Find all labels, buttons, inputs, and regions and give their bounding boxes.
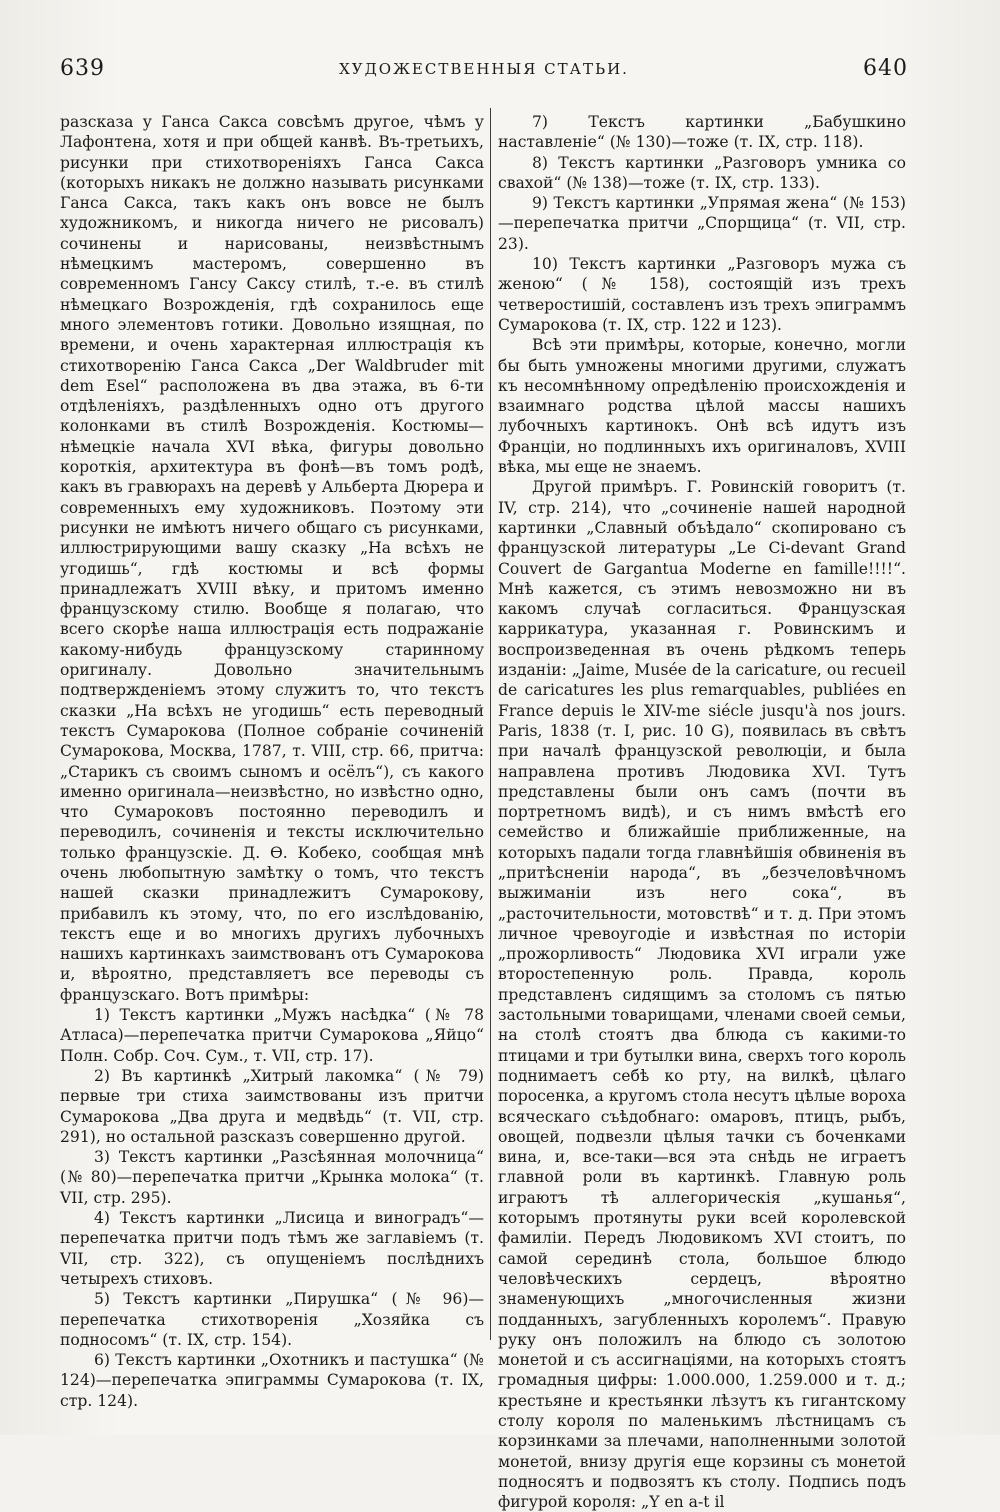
list-item: 4) Текстъ картинки „Лисица и виноградъ“—перепечатка притчи подъ тѣмъ же заглавіемъ (т. VII, стр. 322), съ опущеніемъ послѣднихъ четырехъ стиховъ. xyxy=(60,1209,484,1288)
list-item: 10) Текстъ картинки „Разговоръ мужа съ женою“ (№ 158), состоящій изъ трехъ четверостишій, составленъ изъ трехъ эпиграммъ Сумарокова (т. IX, стр. 122 и 123). xyxy=(498,255,906,334)
list-item: 7) Текстъ картинки „Бабушкино наставленіе“ (№ 130)—тоже (т. IX, стр. 118). xyxy=(498,113,906,152)
list-item: 2) Въ картинкѣ „Хитрый лакомка“ (№ 79) первые три стиха заимствованы изъ притчи Сумарокова „Два друга и медвѣдь“ (т. VII, стр. 291), но остальной разсказъ совершенно другой. xyxy=(60,1066,484,1146)
paragraph: Всѣ эти примѣры, которые, конечно, могли бы быть умножены многими другими, служатъ къ несомнѣнному опредѣленію происхожденія и взаимнаго родства цѣлой массы нашихъ лубочныхъ картинокъ. Онѣ всѣ идутъ изъ Франціи, но подлинныхъ ихъ оригиналовъ, XVIII вѣка, мы еще не знаемъ. xyxy=(498,336,906,477)
list-item: 9) Текстъ картинки „Упрямая жена“ (№ 153)—перепечатка притчи „Спорщица“ (т. VII, стр. 23). xyxy=(498,194,906,253)
column-divider xyxy=(490,108,491,1340)
page-number-left: 639 xyxy=(60,56,105,81)
left-column xyxy=(60,112,484,1410)
list-item: 8) Текстъ картинки „Разговоръ умника со свахой“ (№ 138)—тоже (т. IX, стр. 133). xyxy=(498,153,906,192)
right-column xyxy=(498,112,906,1512)
running-title: ХУДОЖЕСТВЕННЫЯ СТАТЬИ. xyxy=(339,60,629,78)
list-item: 5) Текстъ картинки „Пирушка“ (№ 96)—перепечатка стихотворенія „Хозяйка съ подносомъ“ (т. IX, стр. 154). xyxy=(60,1290,484,1349)
page-number-right: 640 xyxy=(863,56,908,81)
paragraph: Другой примѣръ. Г. Ровинскій говоритъ (т. IV, стр. 214), что „сочиненіе нашей народной картинки „Славный объѣдало“ скопировано съ французской литературы „Le Ci-devant Grand Couvert de Gargantua Moderne en famille!!!!“. Мнѣ кажется, съ этимъ невозможно ни въ какомъ случаѣ согласиться. Французская каррикатура, указанная г. Ровинскимъ и воспроизведенная въ очень рѣдкомъ теперь изданіи: „Jaime, Musée de la caricature, ou recueil de caricatures les plus remarquables, publiées en France depuis le XIV-me siécle jusqu'à nos jours. Paris, 1838 (т. I, рис. 10 G), появилась въ свѣтъ при началѣ французской революціи, и была направлена противъ Людовика XVI. Тутъ представлены были онъ самъ (почти въ портретномъ видѣ), и съ нимъ вмѣстѣ его семейство и ближайшіе приближенные, на которыхъ падали тогда главнѣйшія обвиненія въ „притѣсненіи народа“, въ „безчеловѣчномъ выжиманіи изъ него сока“, въ „расточительности, мотовствѣ“ и т. д. При этомъ личное чревоугодіе и извѣстная по исторіи „прожорливость“ Людовика XVI играли уже второстепенную роль. Правда, король представленъ сидящимъ за столомъ съ пятью застольными товарищами, членами своей семьи, на столѣ стоятъ два блюда съ какими-то птицами и три бутылки вина, сверхъ того король поднимаетъ себѣ ко рту, на вилкѣ, цѣлаго поросенка, а кругомъ стола несутъ цѣлые вороха всяческаго съѣдобнаго: омаровъ, птицъ, рыбъ, овощей, подвезли цѣлыя тачки съ боченками вина, и, все-таки—вся эта снѣдь не играетъ главной роли въ картинкѣ. Главную роль играютъ тѣ аллегорическія „кушанья“, которымъ протянуты руки всей королевской фамиліи. Передъ Людовикомъ XVI стоитъ, по самой серединѣ стола, большое блюдо человѣческихъ сердецъ, вѣроятно знаменующихъ „многочисленныя жизни подданныхъ, загубленныхъ королемъ“. Правую руку онъ положилъ на блюдо съ золотою монетой и съ ассигнаціями, на которыхъ стоятъ громадныя цифры: 1.000.000, 1.259.000 и т. д.; крестьяне и крестьянки лѣзутъ къ гигантскому столу короля по маленькимъ лѣстницамъ съ корзинками за плечами, наполненными золотой монетой, внизу другія еще корзины съ монетой подносятъ и подвозятъ къ столу. Подпись подъ фигурой короля: „Y en a-t il xyxy=(498,478,906,1512)
list-item: 6) Текстъ картинки „Охотникъ и пастушка“ (№ 124)—перепечатка эпиграммы Сумарокова (т. IX, стр. 124). xyxy=(60,1351,484,1410)
list-item: 3) Текстъ картинки „Разсѣянная молочница“ (№ 80)—перепечатка притчи „Крынка молока“ (т. VII, стр. 295). xyxy=(60,1148,484,1207)
list-item: 1) Текстъ картинки „Мужъ насѣдка“ (№ 78 Атласа)—перепечатка притчи Сумарокова „Яйцо“ Полн. Собр. Соч. Сум., т. VII, стр. 17). xyxy=(60,1006,484,1065)
paragraph: разсказа у Ганса Сакса совсѣмъ другое, чѣмъ у Лафонтена, хотя и при общей канвѣ. Въ-третьихъ, рисунки при стихотвореніяхъ Ганса Сакса (которыхъ никакъ не должно называть рисунками Ганса Сакса, такъ какъ онъ вовсе не былъ художникомъ, и никогда ничего не рисовалъ) сочинены и нарисованы, неизвѣстнымъ нѣмецкимъ мастеромъ, совершенно въ современномъ Гансу Саксу стилѣ, т.-е. въ стилѣ нѣмецкаго Возрожденія, гдѣ сохранилось еще много элементовъ готики. Довольно изящная, по времени, и очень характерная иллюстрація къ стихотворенію Ганса Сакса „Der Waldbruder mit dem Esel“ расположена въ два этажа, въ 6-ти отдѣленіяхъ, раздѣленныхъ одно отъ другого колонками въ стилѣ Возрожденія. Костюмы—нѣмецкіе начала XVI вѣка, фигуры довольно короткія, архитектура въ фонѣ—въ томъ родѣ, какъ въ гравюрахъ на деревѣ у Альберта Дюрера и современныхъ ему художниковъ. Поэтому эти рисунки не имѣютъ ничего общаго съ рисунками, иллюстрирующими вашу сказку „На всѣхъ не угодишь“, гдѣ костюмы и всѣ формы принадлежатъ XVIII вѣку, и притомъ именно французскому стилю. Вообще я полагаю, что всего скорѣе наша иллюстрація есть подражаніе какому-нибудь французскому старинному оригиналу. Довольно значительнымъ подтвержденіемъ этому служитъ то, что текстъ сказки „На всѣхъ не угодишь“ есть переводный текстъ Сумарокова (Полное собраніе сочиненій Сумарокова, Москва, 1787, т. VIII, стр. 66, притча: „Старикъ съ своимъ сыномъ и осёлъ“), съ какого именно оригинала—неизвѣстно, но извѣстно одно, что Сумароковъ постоянно переводилъ и переводилъ, сочиненія и тексты исключительно только французскіе. Д. Ѳ. Кобеко, сообщая мнѣ очень любопытную замѣтку о томъ, что текстъ нашей сказки принадлежитъ Сумарокову, прибавилъ къ этому, что, по его изслѣдованію, текстъ еще и во многихъ другихъ лубочныхъ нашихъ картинкахъ заимствованъ отъ Сумарокова и, вѣроятно, представляетъ все переводы съ французскаго. Вотъ примѣры: xyxy=(60,113,484,1004)
page-header xyxy=(60,56,908,90)
